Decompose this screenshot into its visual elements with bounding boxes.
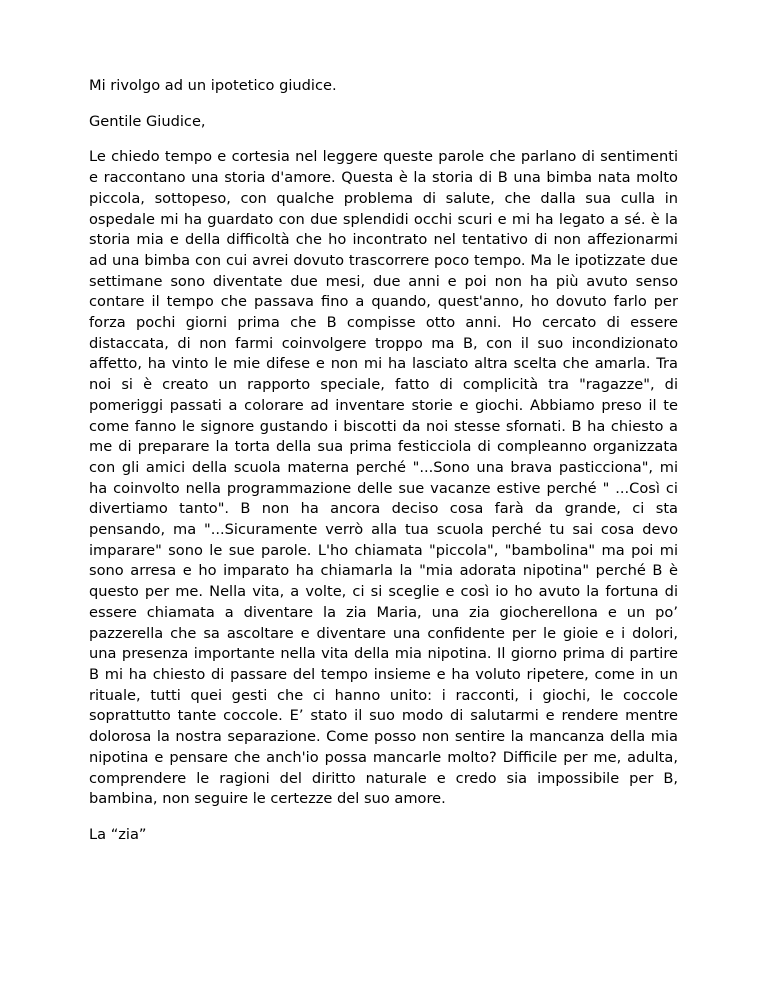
salutation: Gentile Giudice, [89,112,206,130]
intro-line: Mi rivolgo ad un ipotetico giudice. [89,77,337,94]
signature: La “zia” [89,825,147,843]
letter-body: Le chiedo tempo e cortesia nel leggere queste parole che parlano di sentimenti e raccontano una storia d'amore. Questa è la storia di B una bimba nata molto piccola, sottopeso, con qualche problema di salute, che dalla sua culla in ospedale mi ha guardato con due splendidi occhi scuri e mi ha legato a sé. è la storia mia e della difficoltà che ho incontrato nel tentativo di non affezionarmi ad una bimba con cui avrei dovuto trascorrere poco tempo. Ma le ipotizzate due settimane sono diventate due mesi, due anni e poi non ha più avuto senso contare il tempo che passava fino a quando, quest'anno, ho dovuto farlo per forza pochi giorni prima che B compisse otto anni. Ho cercato di essere distaccata, di non farmi coinvolgere troppo ma B, con il suo incondizionato affetto, ha vinto le mie difese e non mi ha lasciato altra scelta che amarla. Tra noi si è creato un rapporto speciale, fatto di complicità tra "ragazze", di pomeriggi passati a colorare ad inventare storie e giochi. Abbiamo preso il te come fanno le signore gustando i biscotti da noi stesse sfornati. B ha chiesto a me di preparare la torta della sua prima festicciola di compleanno organizzata con gli amici della scuola materna perché "...Sono una brava pasticciona", mi ha coinvolto nella programmazione delle sue vacanze estive perché " ...Così ci divertiamo tanto". B non ha ancora deciso cosa farà da grande, ci sta pensando, ma "...Sicuramente verrò alla tua scuola perché tu sai cosa devo imparare" sono le sue parole. L'ho chiamata "piccola", "bambolina" ma poi mi sono arresa e ho imparato ha chiamarla la "mia adorata nipotina" perché B è questo per me. Nella vita, a volte, ci si sceglie e così io ho avuto la fortuna di essere chiamata a diventare la zia Maria, una zia giocherellona e un po’ pazzerella che sa ascoltare e diventare una confidente per le gioie e i dolori, una presenza importante nella vita della mia nipotina. Il giorno prima di partire B mi ha chiesto di passare del tempo insieme e ha voluto ripetere, come in un rituale, tutti quei gesti che ci hanno unito: i racconti, i giochi, le coccole soprattutto tante coccole. E’ stato il suo modo di salutarmi e rendere mentre dolorosa la nostra separazione. Come posso non sentire la mancanza della mia nipotina e pensare che anch'io possa mancarle molto? Difficile per me, adulta, comprendere le ragioni del diritto naturale e credo sia impossibile per B, bambina, non seguire le certezze del suo amore. [89,148,678,808]
letter-page [89,76,678,861]
